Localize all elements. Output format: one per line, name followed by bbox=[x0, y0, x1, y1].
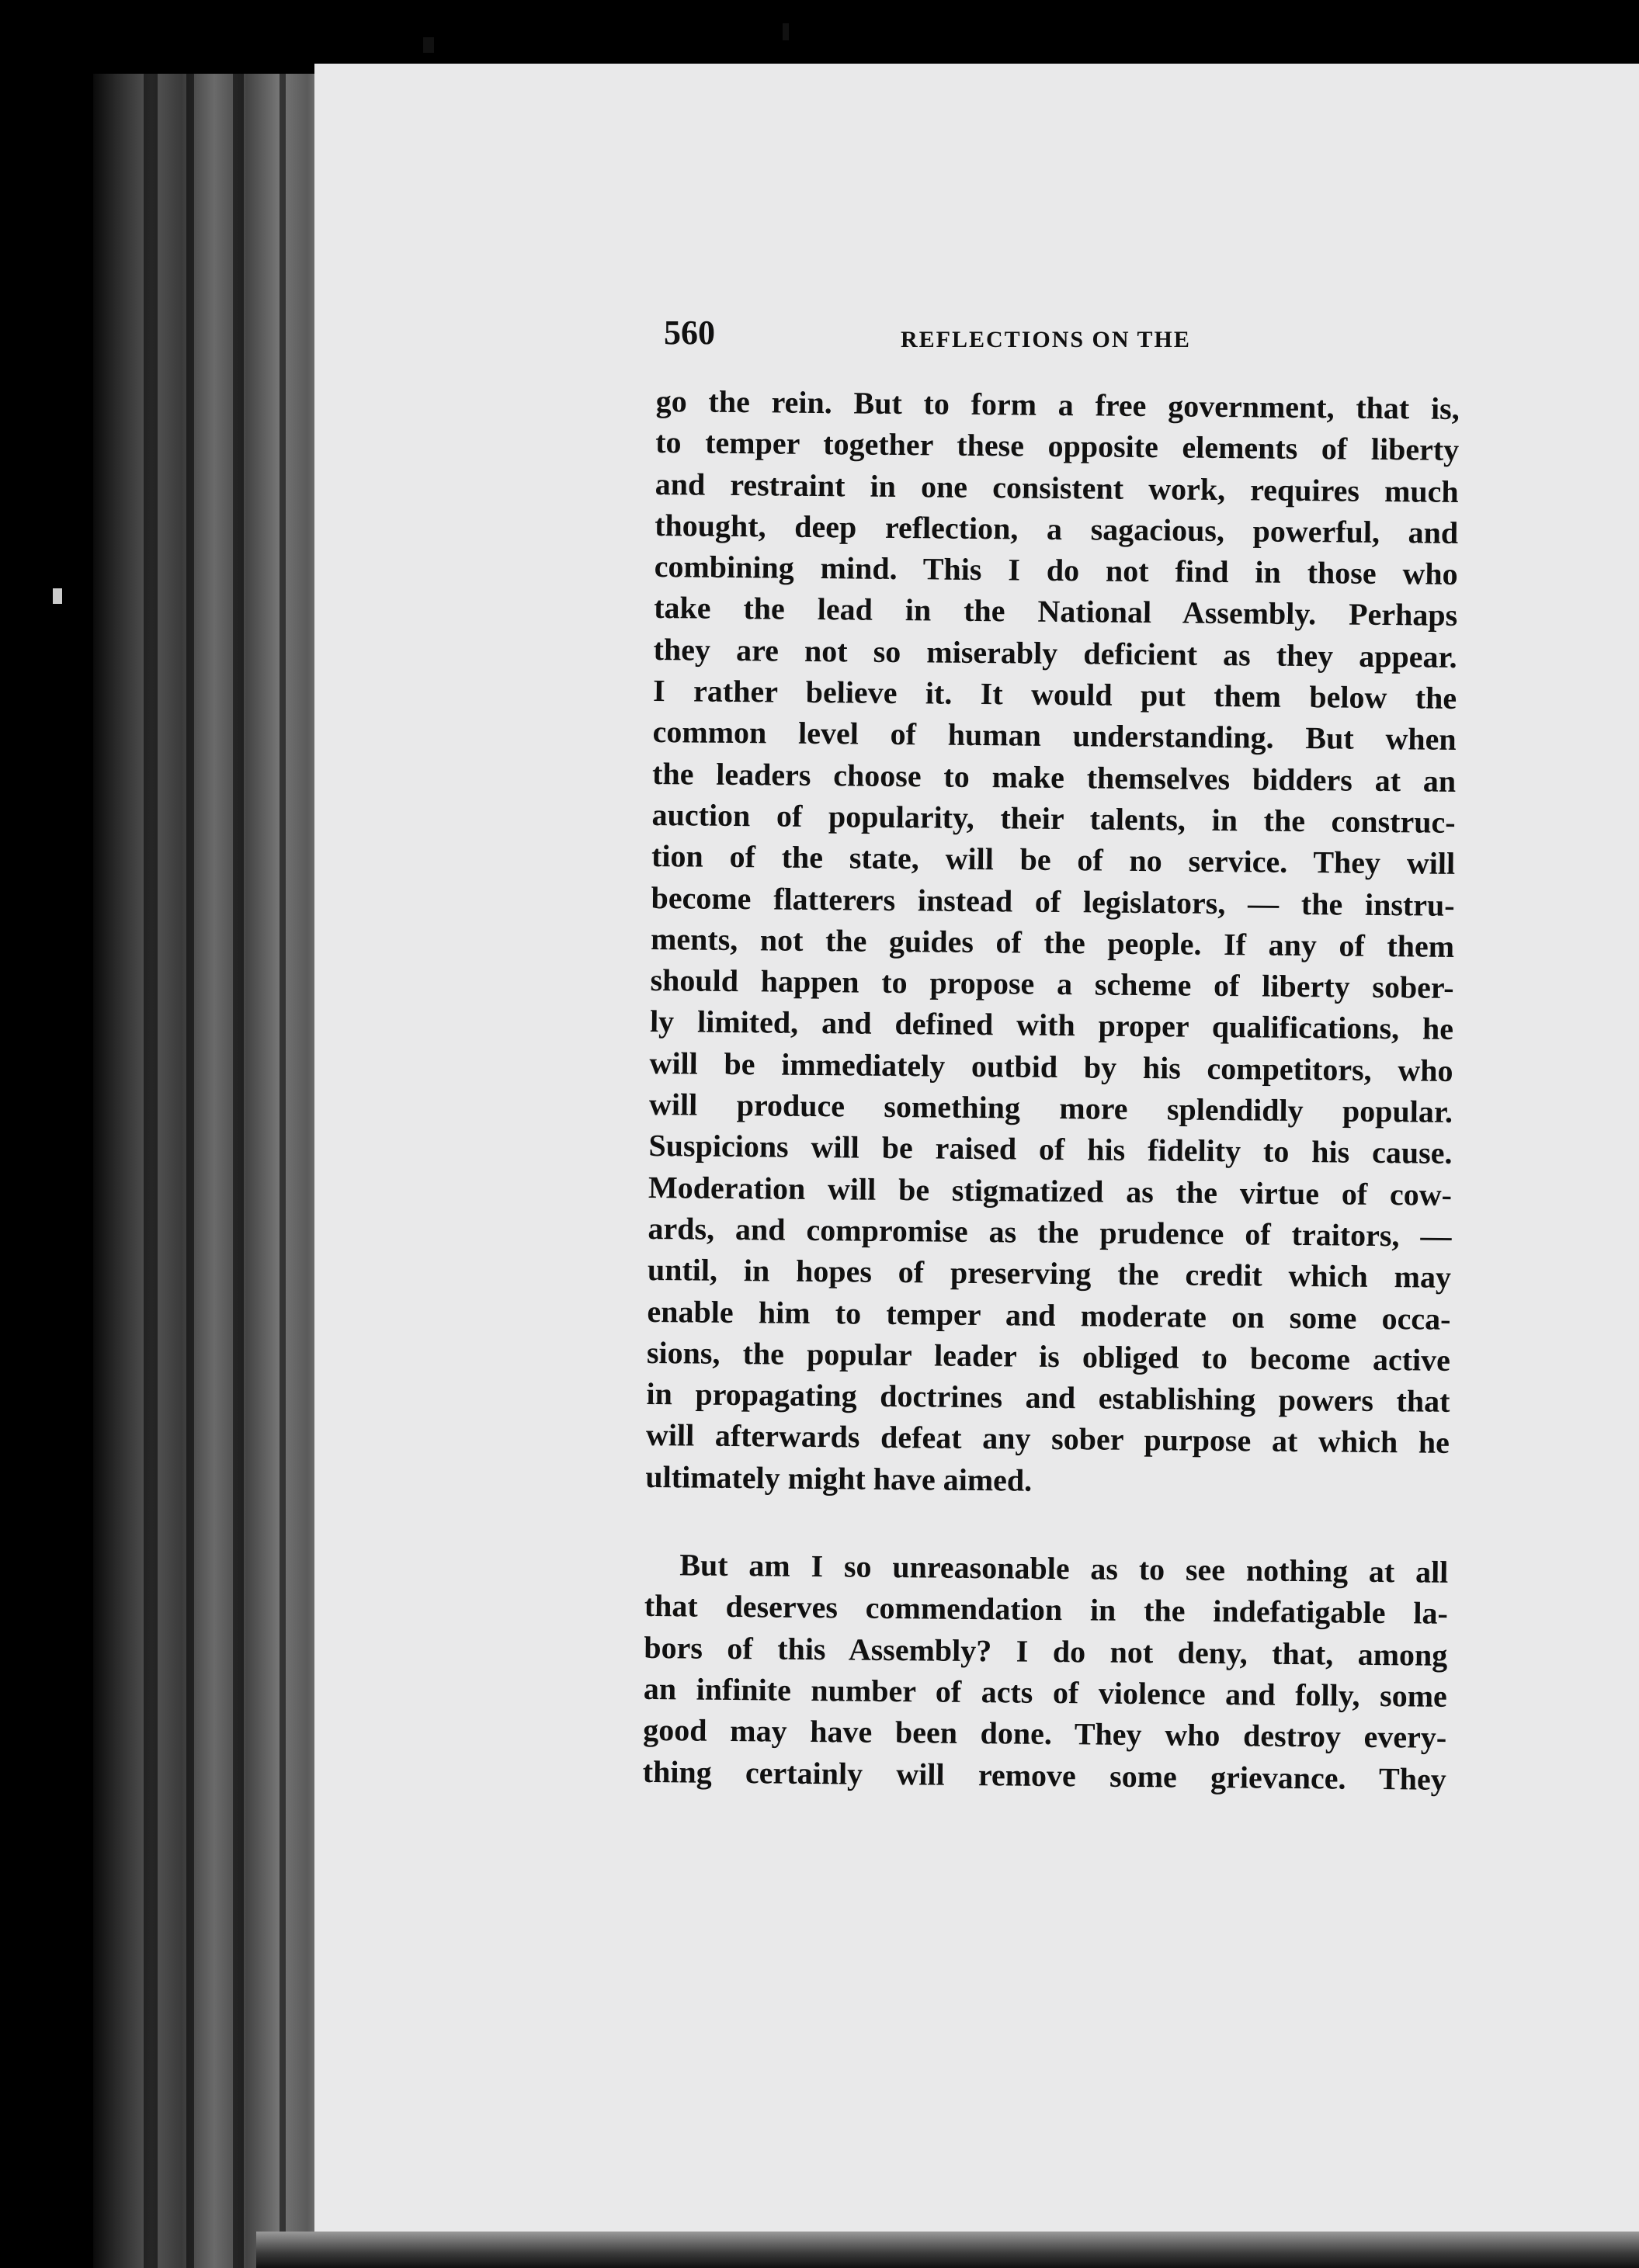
text-line: bors of this Assembly? I do not deny, that, among bbox=[644, 1629, 1448, 1673]
text-line: tion of the state, will be of no service. They will bbox=[651, 838, 1456, 882]
edge-shadow-streak bbox=[233, 74, 244, 2268]
body-text bbox=[643, 380, 1460, 1800]
text-line: they are not so miserably deficient as they appear. bbox=[653, 631, 1457, 675]
text-line: sions, the popular leader is obliged to become active bbox=[646, 1334, 1451, 1378]
paragraph bbox=[643, 1544, 1449, 1800]
text-line: until, in hopes of preserving the credit which may bbox=[647, 1252, 1452, 1295]
running-head: REFLECTIONS ON THE bbox=[901, 327, 1191, 352]
book-spine-edge bbox=[93, 74, 326, 2268]
edge-shadow-streak bbox=[280, 74, 286, 2268]
text-line: and restraint in one consistent work, requires much bbox=[655, 466, 1459, 509]
page-bottom-edge bbox=[256, 2232, 1639, 2268]
text-line: Moderation will be stigmatized as the virtue of cow- bbox=[648, 1169, 1453, 1212]
text-line: ultimately might have aimed. bbox=[645, 1458, 1033, 1498]
scan-speck bbox=[783, 23, 789, 40]
text-line: become flatterers instead of legislators, — the instru- bbox=[651, 879, 1455, 923]
text-line: enable him to temper and moderate on some occa- bbox=[647, 1293, 1451, 1337]
text-line: go the rein. But to form a free government, that is, bbox=[655, 383, 1460, 426]
text-line: that deserves commendation in the indefatigable la- bbox=[644, 1588, 1449, 1632]
paragraph bbox=[645, 380, 1460, 1505]
text-line: ly limited, and defined with proper qualifications, he bbox=[649, 1004, 1454, 1047]
text-line: in propagating doctrines and establishing powers that bbox=[646, 1376, 1450, 1419]
edge-shadow-streak bbox=[186, 74, 194, 2268]
text-line: I rather believe it. It would put them below the bbox=[652, 673, 1457, 716]
scan-speck bbox=[423, 37, 434, 53]
text-line: should happen to propose a scheme of liberty sober- bbox=[650, 962, 1454, 1006]
text-line: common level of human understanding. But when bbox=[652, 714, 1457, 758]
page-header bbox=[664, 307, 1467, 361]
text-line: ards, and compromise as the prudence of traitors, — bbox=[648, 1210, 1452, 1254]
text-line: will afterwards defeat any sober purpose at which he bbox=[645, 1417, 1450, 1461]
text-line: thought, deep reflection, a sagacious, powerful, and bbox=[654, 507, 1459, 550]
text-line: will be immediately outbid by his competitors, who bbox=[649, 1045, 1453, 1088]
text-line: to temper together these opposite elements of liberty bbox=[655, 425, 1460, 468]
text-line: the leaders choose to make themselves bidders at an bbox=[651, 755, 1457, 799]
text-line: But am I so unreasonable as to see nothing at all bbox=[679, 1547, 1449, 1590]
paragraph-spacer bbox=[645, 1497, 1450, 1552]
text-line: ments, not the guides of the people. If any of them bbox=[650, 921, 1455, 964]
text-line: thing certainly will remove some grievance. They bbox=[642, 1753, 1446, 1797]
text-line: take the lead in the National Assembly. Perhaps bbox=[653, 590, 1458, 633]
edge-shadow-streak bbox=[144, 74, 158, 2268]
text-line: will produce something more splendidly popular. bbox=[648, 1087, 1453, 1129]
text-line: auction of popularity, their talents, in the construc- bbox=[651, 796, 1456, 840]
text-line: Suspicions will be raised of his fidelity to his cause. bbox=[648, 1128, 1453, 1171]
scan-speck bbox=[53, 588, 62, 604]
text-line: an infinite number of acts of violence and folly, some bbox=[643, 1670, 1447, 1714]
page-number: 560 bbox=[664, 314, 715, 352]
text-line: combining mind. This I do not find in those who bbox=[654, 549, 1458, 592]
text-line: good may have been done. They who destroy every- bbox=[643, 1712, 1447, 1756]
